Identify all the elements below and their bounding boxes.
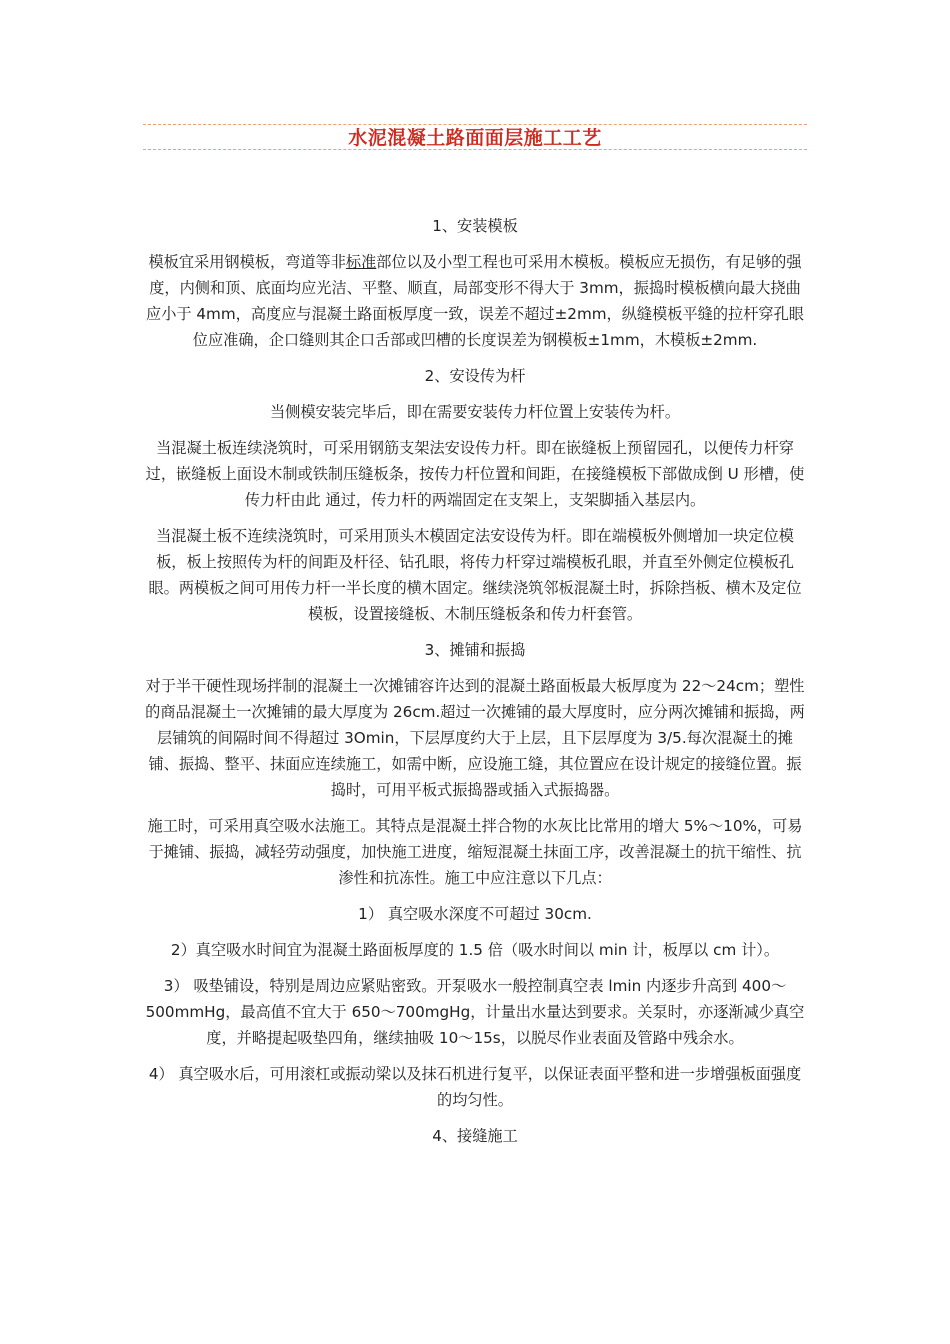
section-2-paragraph-2: 当混凝土板连续浇筑时，可采用钢筋支架法安设传力杆。即在嵌缝板上预留园孔，以便传力杆穿过，嵌缝板上面设木制或铁制压缝板条，按传力杆位置和间距，在接缝模板下部做成倒 U 形槽，使传力杆由此 通过，传力杆的两端固定在支架上，支架脚插入基层内。	[145, 439, 805, 509]
list-item-2: 2）真空吸水时间宜为混凝土路面板厚度的 1.5 倍（吸水时间以 min 计，板厚以 cm 计）。	[170, 941, 780, 959]
list-item-4: 4） 真空吸水后，可用滚杠或振动梁以及抹石机进行复平，以保证表面平整和进一步增强板面强度的均匀性。	[148, 1065, 802, 1109]
page-title: 水泥混凝土路面面层施工工艺	[0, 123, 950, 150]
section-4-heading: 4、接缝施工	[432, 1127, 518, 1145]
section-2-paragraph-1: 当侧模安装完毕后，即在需要安装传力杆位置上安装传为杆。	[269, 403, 681, 421]
section-2-paragraph-3: 当混凝土板不连续浇筑时，可采用顶头木模固定法安设传为杆。即在端模板外侧增加一块定位模板，板上按照传为杆的间距及杆径、钻孔眼，将传力杆穿过端模板孔眼，并直至外侧定位模板孔眼。两模板之间可用传力杆一半长度的横木固定。继续浇筑邻板混凝土时，拆除挡板、横木及定位模板，设置接缝板、木制压缝板条和传力杆套管。	[148, 527, 802, 623]
section-3-paragraph-1: 对于半干硬性现场拌制的混凝土一次摊铺容许达到的混凝土路面板最大板厚度为 22～24cm；塑性的商品混凝土一次摊铺的最大厚度为 26cm.超过一次摊铺的最大厚度时，应分两次摊铺和振捣，两层铺筑的间隔时间不得超过 3Omin，下层厚度约大于上层，且下层厚度为 3/5.每次混凝土的摊铺、振捣、整平、抹面应连续施工，如需中断，应设施工缝，其位置应在设计规定的接缝位置。振捣时，可用平板式振捣器或插入式振捣器。	[145, 677, 805, 799]
list-item-3: 3） 吸垫铺设，特别是周边应紧贴密致。开泵吸水一般控制真空表 lmin 内逐步升高到 400～500mmHg，最高值不宜大于 650～700mgHg，计量出水量达到要求。关泵时，亦逐渐减少真空度，并略提起吸垫四角，继续抽吸 10～15s，以脱尽作业表面及管路中残余水。	[145, 977, 805, 1047]
standard-link[interactable]: 标准	[345, 253, 377, 271]
section-3-paragraph-2: 施工时，可采用真空吸水法施工。其特点是混凝土拌合物的水灰比比常用的增大 5%～10%，可易于摊铺、振捣，减轻劳动强度，加快施工进度，缩短混凝土抹面工序，改善混凝土的抗干缩性、抗渗性和抗冻性。施工中应注意以下几点：	[147, 817, 803, 887]
list-item-1: 1） 真空吸水深度不可超过 30cm.	[358, 905, 592, 923]
section-1-paragraph: 模板宜采用钢模板，弯道等非标准部位以及小型工程也可采用木模板。模板应无损伤，有足够的强度，内侧和顶、底面均应光洁、平整、顺直，局部变形不得大于 3mm，振捣时模板横向最大挠曲应小于 4mm，高度应与混凝土路面板厚度一致，误差不超过±2mm，纵缝模板平缝的拉杆穿孔眼位应准确，企口缝则其企口舌部或凹槽的长度误差为钢模板±1mm，木模板±2mm.	[146, 253, 804, 349]
section-3-heading: 3、摊铺和振捣	[424, 641, 526, 659]
section-2-heading: 2、安设传为杆	[424, 367, 526, 385]
document-body	[143, 213, 807, 1159]
section-1-heading: 1、安装模板	[432, 217, 518, 235]
